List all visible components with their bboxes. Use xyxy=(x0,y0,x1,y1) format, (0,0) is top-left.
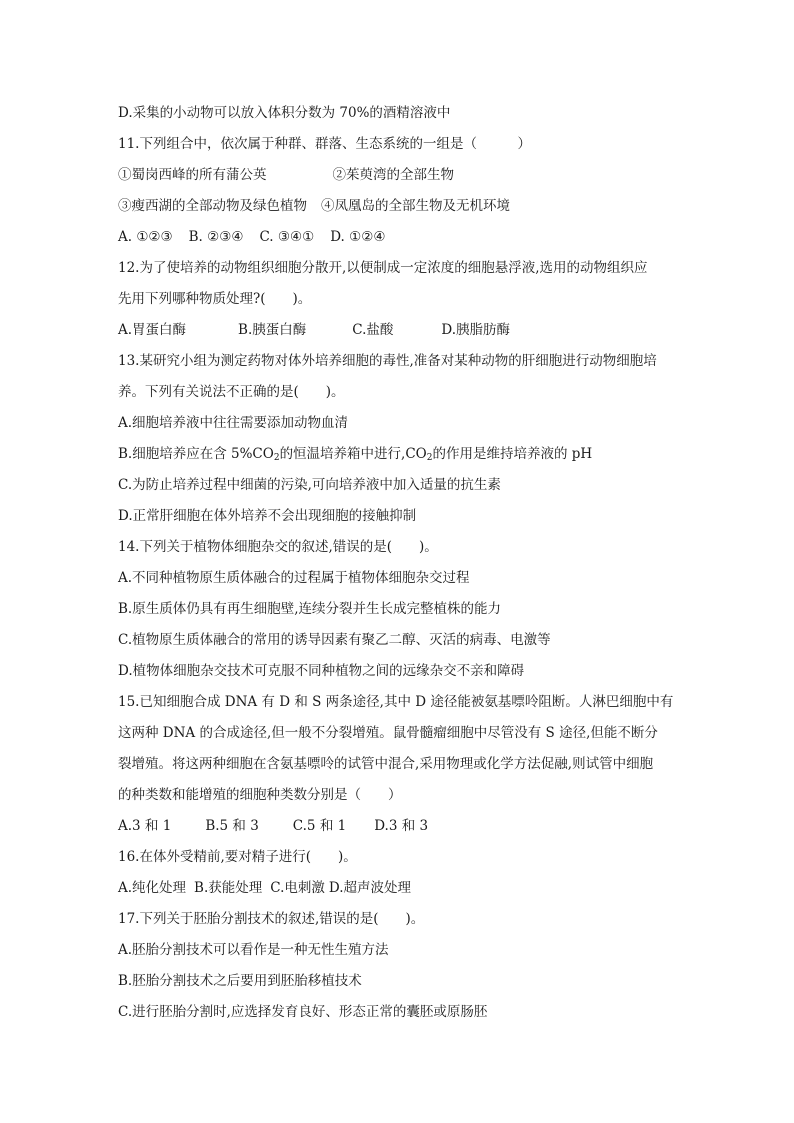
q12-option-d: D.胰脂肪酶 xyxy=(441,322,511,338)
q16-option-b: B.获能处理 xyxy=(194,880,263,896)
q12-option-a: A.胃蛋白酶 xyxy=(118,322,187,338)
q13-subscript-2a: 2 xyxy=(273,453,280,463)
q15-stem-line1: 15.已知细胞合成 DNA 有 D 和 S 两条途径,其中 D 途径能被氨基嘌呤阻断。人淋巴细胞中有 xyxy=(118,694,674,710)
q15-stem-line4: 的种类数和能增殖的细胞种类数分别是（ ） xyxy=(118,787,402,803)
q17-option-a: A.胚胎分割技术可以看作是一种无性生殖方法 xyxy=(118,942,389,958)
q15-option-a: A.3 和 1 xyxy=(118,818,172,834)
q14-option-c: C.植物原生质体融合的常用的诱导因素有聚乙二醇、灭活的病毒、电激等 xyxy=(118,632,551,648)
q11-stem: 11.下列组合中，依次属于种群、群落、生态系统的一组是（ ） xyxy=(118,136,531,152)
q11-items-row1 xyxy=(118,160,678,191)
q15-options xyxy=(118,811,678,842)
q16-option-d: D.超声波处理 xyxy=(328,880,412,896)
q12-stem-line1: 12.为了使培养的动物组织细胞分散开,以便制成一定浓度的细胞悬浮液,选用的动物组织应 xyxy=(118,260,648,276)
q10-option-d: D.采集的小动物可以放入体积分数为 70%的酒精溶液中 xyxy=(118,105,451,121)
q11-option-b: B. ②③④ xyxy=(188,229,244,245)
q11-options xyxy=(118,222,678,253)
q11-option-c: C. ③④① xyxy=(259,229,315,245)
q13-option-b xyxy=(118,439,678,470)
document-page xyxy=(118,98,678,1028)
q14-option-d: D.植物体细胞杂交技术可克服不同种植物之间的远缘杂交不亲和障碍 xyxy=(118,663,525,679)
q16-option-c: C.电刺激 xyxy=(270,880,325,896)
q14-option-a: A.不同种植物原生质体融合的过程属于植物体细胞杂交过程 xyxy=(118,570,470,586)
q12-stem-line2: 先用下列哪种物质处理?( )。 xyxy=(118,291,312,307)
q15-stem-line2: 这两种 DNA 的合成途径,但一般不分裂增殖。鼠骨髓瘤细胞中尽管没有 S 途径,但能不断分 xyxy=(118,725,658,741)
q12-option-c: C.盐酸 xyxy=(352,322,394,338)
q11-item3: ③瘦西湖的全部动物及绿色植物 xyxy=(118,198,307,214)
q17-option-c: C.进行胚胎分割时,应选择发育良好、形态正常的囊胚或原肠胚 xyxy=(118,1004,488,1020)
q13-option-a: A.细胞培养液中往往需要添加动物血清 xyxy=(118,415,349,431)
q11-option-d: D. ①②④ xyxy=(330,229,386,245)
q11-item1: ①蜀岗西峰的所有蒲公英 xyxy=(118,167,267,183)
q14-stem: 14.下列关于植物体细胞杂交的叙述,错误的是( )。 xyxy=(118,539,438,555)
q11-item4: ④凤凰岛的全部生物及无机环境 xyxy=(321,198,510,214)
q16-option-a: A.纯化处理 xyxy=(118,880,187,896)
q13-option-b-part3: 的作用是维持培养液的 pH xyxy=(432,446,593,462)
q11-items-row2 xyxy=(118,191,678,222)
q11-item2: ②茱萸湾的全部生物 xyxy=(332,167,454,183)
q13-option-d: D.正常肝细胞在体外培养不会出现细胞的接触抑制 xyxy=(118,508,417,524)
q12-option-b: B.胰蛋白酶 xyxy=(238,322,307,338)
q16-options xyxy=(118,873,678,904)
q13-option-b-part2: 的恒温培养箱中进行,CO xyxy=(279,446,427,462)
q13-stem-line1: 13.某研究小组为测定药物对体外培养细胞的毒性,准备对某种动物的肝细胞进行动物细胞培 xyxy=(118,353,657,369)
q16-stem: 16.在体外受精前,要对精子进行( )。 xyxy=(118,849,357,865)
q12-options xyxy=(118,315,678,346)
q15-option-c: C.5 和 1 xyxy=(292,818,347,834)
q17-stem: 17.下列关于胚胎分割技术的叙述,错误的是( )。 xyxy=(118,911,425,927)
q15-option-d: D.3 和 3 xyxy=(374,818,429,834)
q13-stem-line2: 养。下列有关说法不正确的是( )。 xyxy=(118,384,345,400)
q15-stem-line3: 裂增殖。将这两种细胞在含氨基嘌呤的试管中混合,采用物理或化学方法促融,则试管中细胞 xyxy=(118,756,654,772)
q17-option-b: B.胚胎分割技术之后要用到胚胎移植技术 xyxy=(118,973,362,989)
q11-option-a: A. ①②③ xyxy=(118,229,173,245)
q14-option-b: B.原生质体仍具有再生细胞壁,连续分裂并生长成完整植株的能力 xyxy=(118,601,502,617)
q13-option-c: C.为防止培养过程中细菌的污染,可向培养液中加入适量的抗生素 xyxy=(118,477,501,493)
q15-option-b: B.5 和 3 xyxy=(205,818,259,834)
q13-option-b-part1: B.细胞培养应在含 5%CO xyxy=(118,446,274,462)
q13-subscript-2b: 2 xyxy=(426,453,433,463)
